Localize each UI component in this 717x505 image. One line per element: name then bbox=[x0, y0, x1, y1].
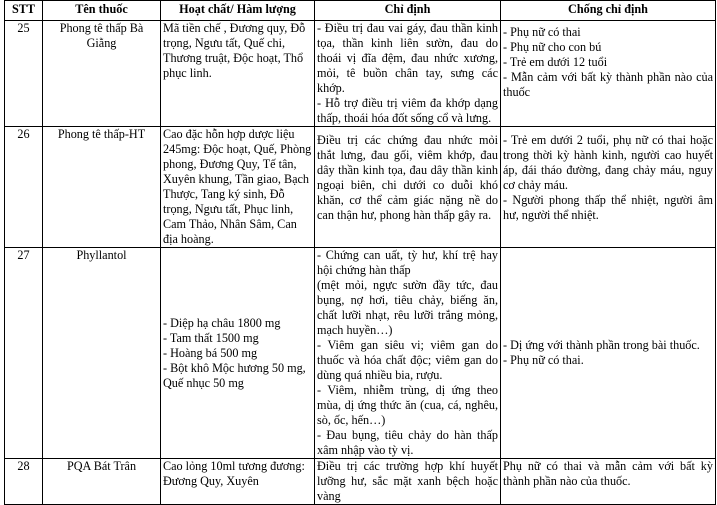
active-line: - Bột khô Mộc hương 50 mg, Quế nhục 50 mg bbox=[163, 360, 306, 390]
header-contraindications: Chống chỉ định bbox=[501, 1, 716, 21]
contraindication-line: - Trẻ em dưới 2 tuổi, phụ nữ có thai hoặc trong thời kỳ hành kinh, người cao huyết áp, đái tháo đường, đang chảy máu, nguy cơ chảy máu. bbox=[503, 133, 713, 192]
contraindication-line: - Mẫn cảm với bất kỳ thành phần nào của thuốc bbox=[503, 70, 713, 99]
contraindication-line: - Dị ứng với thành phần trong bài thuốc. bbox=[503, 338, 700, 352]
table-row bbox=[5, 459, 716, 505]
contraindications bbox=[501, 21, 716, 127]
indication-line: - Chứng can uất, tỳ hư, khí trệ hay hội chứng hàn thấp bbox=[317, 248, 498, 277]
drug-name: Phyllantol bbox=[43, 248, 161, 459]
indications bbox=[315, 459, 501, 505]
active-line: - Hoàng bá 500 mg bbox=[163, 345, 258, 360]
active-line: Cao đặc hỗn hợp dược liệu 245mg: Độc hoạt, Quế, Phòng phong, Đương Quy, Tế tân, Xuyên khung, Tần giao, Bạch Thược, Tang ký sinh, Đỗ trọng, Ngưu tất, Phục linh, Cam Thảo, Nhân Sâm, Can địa hoàng. bbox=[163, 127, 312, 246]
drug-name: PQA Bát Trân bbox=[43, 459, 161, 505]
active-ingredients bbox=[161, 248, 315, 459]
active-ingredients bbox=[161, 459, 315, 505]
indication-line: Điều trị các chứng đau nhức mỏi thắt lưng, đau gối, viêm khớp, đau dây thần kinh tọa, đau dây thần kinh ngoại biên, chi dưới co duỗi khó khăn, cơ thể cảm giác nặng nề do can thận hư, phong hàn thấp gây ra. bbox=[317, 133, 498, 222]
indication-line: - Viêm, nhiễm trùng, dị ứng theo mùa, dị ứng thức ăn (cua, cá, nghêu, sò, ốc, hến…) bbox=[317, 383, 498, 427]
table-row bbox=[5, 248, 716, 459]
contraindications bbox=[501, 459, 716, 505]
contraindications bbox=[501, 127, 716, 248]
table-row bbox=[5, 127, 716, 248]
row-number: 28 bbox=[5, 459, 43, 505]
indications bbox=[315, 21, 501, 127]
header-stt: STT bbox=[5, 1, 43, 21]
contraindications bbox=[501, 248, 716, 459]
active-line: - Diệp hạ châu 1800 mg bbox=[163, 315, 281, 330]
indication-line: - Đau bụng, tiêu chảy do hàn thấp xâm nhập vào tỳ vị. bbox=[317, 428, 498, 457]
table-row bbox=[5, 21, 716, 127]
table-header-row bbox=[5, 1, 716, 21]
header-drug-name: Tên thuốc bbox=[43, 1, 161, 21]
row-number: 25 bbox=[5, 21, 43, 127]
contraindication-line: - Phụ nữ có thai bbox=[503, 25, 581, 39]
contraindication-line: - Phụ nữ có thai. bbox=[503, 353, 584, 367]
indication-line: - Hỗ trợ điều trị viêm đa khớp dạng thấp, thoái hóa đốt sống cổ và lưng. bbox=[317, 96, 498, 125]
indications bbox=[315, 127, 501, 248]
active-ingredients bbox=[161, 21, 315, 127]
indication-line: (mệt mỏi, ngực sườn đầy tức, đau bụng, nợ hơi, tiêu chảy, biếng ăn, chất lưỡi nhạt, rêu lưỡi trắng mỏng, mạch huyền…) bbox=[317, 278, 498, 337]
row-number: 27 bbox=[5, 248, 43, 459]
active-line: - Tam thất 1500 mg bbox=[163, 330, 259, 345]
contraindication-line: - Trẻ em dưới 12 tuổi bbox=[503, 55, 608, 69]
indication-line: - Điều trị đau vai gáy, đau thần kinh tọa, thần kinh liên sườn, đau do thoái vị đĩa đệm, đau nhức xương, mỏi, tê buồn chân tay, sưng các khớp. bbox=[317, 21, 498, 95]
drug-table bbox=[4, 0, 716, 505]
drug-name: Phong tê thấp Bà Giằng bbox=[43, 21, 161, 127]
header-indications: Chỉ định bbox=[315, 1, 501, 21]
drug-name: Phong tê thấp-HT bbox=[43, 127, 161, 248]
contraindication-line: Phụ nữ có thai và mẫn cảm với bất kỳ thành phần nào của thuốc. bbox=[503, 459, 713, 488]
document-page bbox=[4, 0, 715, 505]
active-line: Mã tiền chế , Đương quy, Đỗ trọng, Ngưu tất, Quế chi, Thương truật, Độc hoạt, Thổ phục linh. bbox=[163, 21, 306, 80]
indications bbox=[315, 248, 501, 459]
contraindication-line: - Phụ nữ cho con bú bbox=[503, 40, 602, 54]
row-number: 26 bbox=[5, 127, 43, 248]
contraindication-line: - Người phong thấp thể nhiệt, người âm hư, người thể nhiệt. bbox=[503, 193, 713, 222]
indication-line: Điều trị các trường hợp khí huyết lưỡng hư, sắc mặt xanh bệch hoặc vàng bbox=[317, 459, 498, 503]
active-line: Cao lỏng 10ml tương đương: Đương Quy, Xuyên bbox=[163, 459, 305, 488]
active-ingredients bbox=[161, 127, 315, 248]
header-active-ingredient: Hoạt chất/ Hàm lượng bbox=[161, 1, 315, 21]
indication-line: - Viêm gan siêu vi; viêm gan do thuốc và hóa chất độc; viêm gan do dùng quá nhiều bia, rượu. bbox=[317, 338, 498, 382]
